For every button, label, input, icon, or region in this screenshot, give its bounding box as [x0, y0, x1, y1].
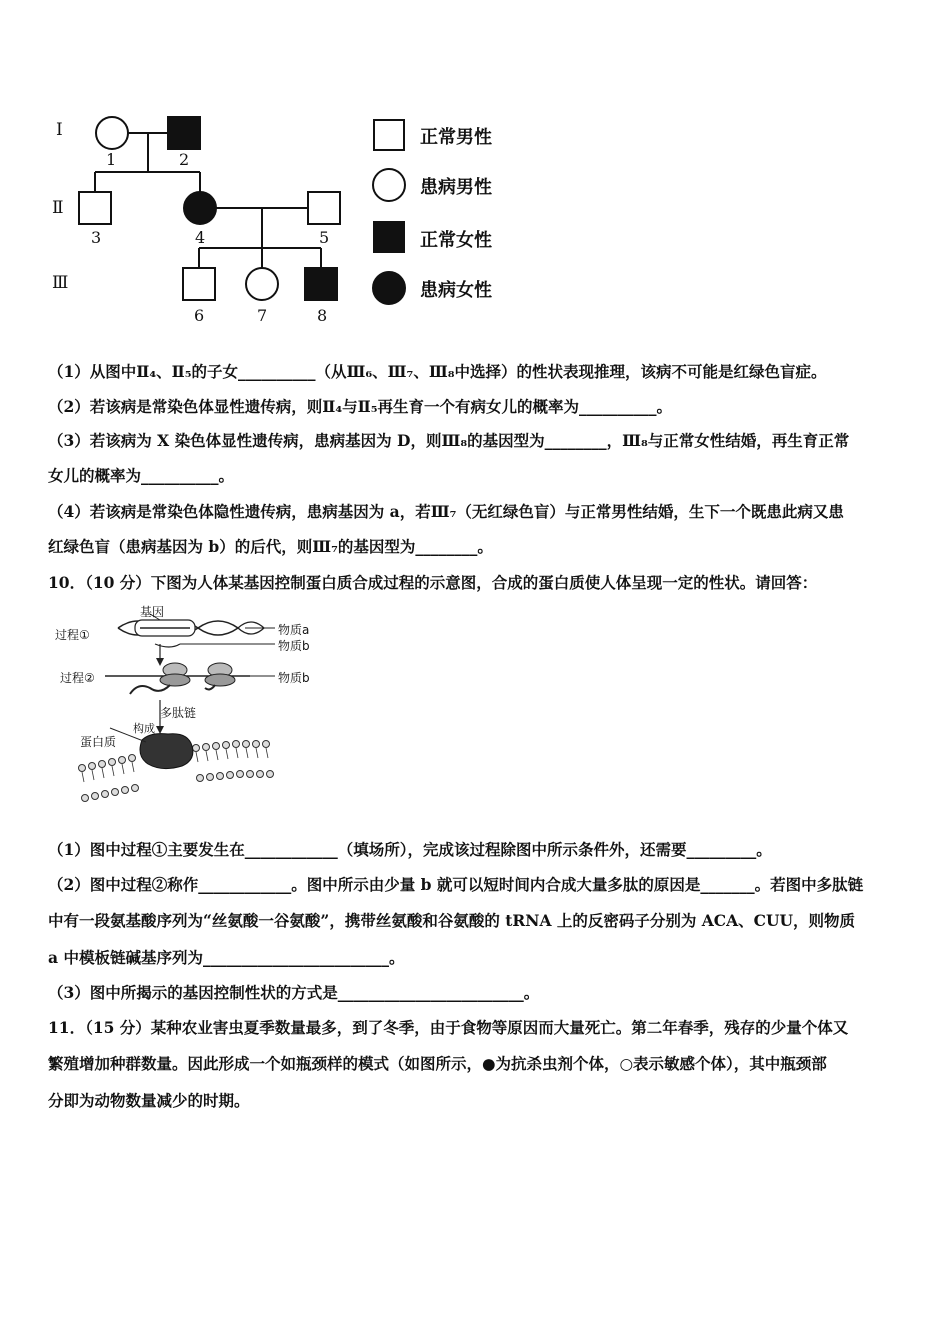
legend-affected-male-symbol	[373, 169, 405, 201]
generation-label-2: Ⅱ	[52, 198, 64, 218]
q9-part4-line1: （4）若该病是常染色体隐性遗传病，患病基因为 a，若Ⅲ₇（无红绿色盲）与正常男性结婚，生下一个既患此病又患	[48, 502, 844, 521]
individual-number-6: 6	[194, 306, 205, 325]
q11-line1: 11．（15 分）某种农业害虫夏季数量最多，到了冬季，由于食物等原因而大量死亡。第二年春季，残存的少量个体又	[48, 1018, 849, 1037]
individual-4	[184, 192, 216, 224]
legend-normal-female-symbol	[374, 222, 404, 252]
generation-label-3: Ⅲ	[52, 273, 69, 293]
generation-label-1: I	[56, 120, 63, 140]
legend-affected-male: 患病男性	[420, 177, 492, 198]
legend-normal-male: 正常男性	[420, 127, 492, 148]
individual-number-3: 3	[91, 228, 102, 247]
label-substance-a: 物质a	[278, 623, 310, 637]
legend-normal-female: 正常女性	[420, 230, 492, 251]
label-process-2: 过程②	[60, 671, 95, 685]
q9-part1: （1）从图中Ⅱ₄、Ⅱ₅的子女__________（从Ⅲ₆、Ⅲ₇、Ⅲ₈中选择）的性状表现推理，该病不可能是红绿色盲症。	[48, 362, 827, 381]
q10-part3: （3）图中所揭示的基因控制性状的方式是________________________。	[48, 983, 540, 1002]
q10-part2-line1: （2）图中过程②称作____________。图中所示由少量 b 就可以短时间内合成大量多肽的原因是_______。若图中多肽链	[48, 875, 864, 894]
legend-affected-female: 患病女性	[420, 280, 492, 301]
legend-normal-male-symbol	[374, 120, 404, 150]
label-substance-b-mrna: 物质b	[278, 671, 310, 685]
individual-2	[168, 117, 200, 149]
individual-number-8: 8	[317, 306, 328, 325]
individual-7	[246, 268, 278, 300]
legend-affected-female-symbol	[373, 272, 405, 304]
individual-number-1: 1	[106, 150, 117, 169]
individual-1	[96, 117, 128, 149]
q9-part3-line2: 女儿的概率为__________。	[48, 466, 235, 485]
gene-expression-figure	[50, 600, 350, 810]
q10-part1: （1）图中过程①主要发生在____________（填场所），完成该过程除图中所示条件外，还需要_________。	[48, 840, 772, 859]
individual-number-2: 2	[179, 150, 190, 169]
label-process-1: 过程①	[55, 628, 90, 642]
individual-5	[308, 192, 340, 224]
q9-part3-line1: （3）若该病为 X 染色体显性遗传病，患病基因为 D，则Ⅲ₈的基因型为________，Ⅲ₈与正常女性结婚，再生育正常	[48, 431, 850, 450]
q9-part2: （2）若该病是常染色体显性遗传病，则Ⅱ₄与Ⅱ₅再生育一个有病女儿的概率为__________。	[48, 397, 672, 416]
label-gene: 基因	[140, 605, 165, 619]
individual-8	[305, 268, 337, 300]
q10-intro: 10．（10 分）下图为人体某基因控制蛋白质合成过程的示意图，合成的蛋白质使人体呈现一定的性状。请回答：	[48, 573, 818, 592]
individual-6	[183, 268, 215, 300]
individual-number-4: 4	[195, 228, 206, 247]
label-polypeptide: 多肽链	[160, 706, 197, 720]
pedigree-figure	[40, 100, 520, 340]
individual-number-5: 5	[319, 228, 330, 247]
individual-3	[79, 192, 111, 224]
q10-part2-line3: a 中模板链碱基序列为________________________。	[48, 948, 405, 967]
label-protein: 蛋白质	[80, 735, 117, 749]
q9-part4-line2: 红绿色盲（患病基因为 b）的后代，则Ⅲ₇的基因型为________。	[48, 537, 493, 556]
q10-part2-line2: 中有一段氨基酸序列为“丝氨酸一谷氨酸”，携带丝氨酸和谷氨酸的 tRNA 上的反密码子分别为 ACA、CUU，则物质	[48, 911, 856, 930]
q11-line3: 分即为动物数量减少的时期。	[48, 1091, 250, 1110]
q11-line2: 繁殖增加种群数量。因此形成一个如瓶颈样的模式（如图所示，●为抗杀虫剂个体，○表示敏感个体），其中瓶颈部	[48, 1054, 827, 1073]
label-substance-b-top: 物质b	[278, 639, 310, 653]
label-constitute: 构成	[133, 722, 155, 735]
individual-number-7: 7	[257, 306, 268, 325]
